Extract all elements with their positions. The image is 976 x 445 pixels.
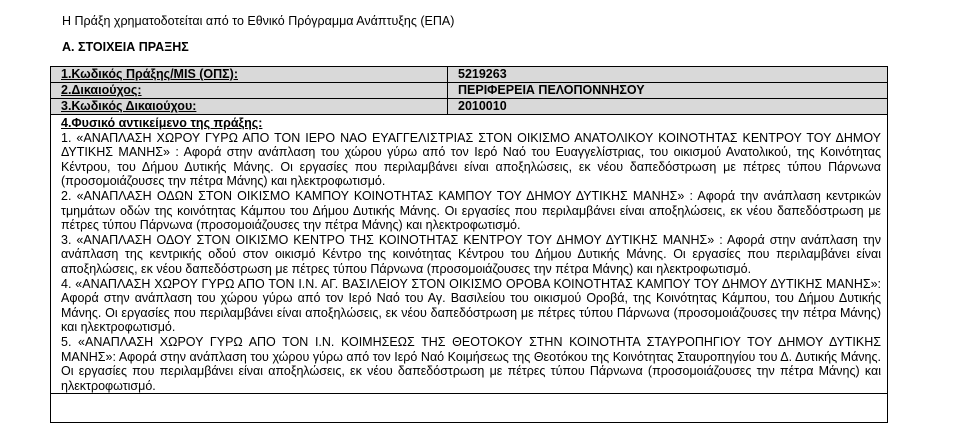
empty-row <box>51 394 888 423</box>
field-label: 3.Κωδικός Δικαιούχου: <box>51 99 448 115</box>
description-item: 3. «ΑΝΑΠΛΑΣΗ ΟΔΟΥ ΣΤΟΝ ΟΙΚΙΣΜΟ ΚΕΝΤΡΟ ΤΗΣ ΚΟΙΝΟΤΗΤΑΣ ΚΕΝΤΡΟΥ ΤΟΥ ΔΗΜΟΥ ΔΥΤΙΚΗΣ ΜΑΝΗΣ» : Αφορά στην ανάπλαση την ανάπλαση της κεντρικής οδού στον οικισμό Κέντρο της κοινότητας Κέντρου του Δήμου Δυτικής Μάνης. Οι εργασίες που περιλαμβάνει είναι αποξηλώσεις, εκ νέου δαπεδόστρωση με πέτρες τύπου Πάρνωνα (προσομοιάζουσες την πέτρα Μάνης) και ηλεκτροφωτισμό. <box>61 232 881 276</box>
description-item: 2. «ΑΝΑΠΛΑΣΗ ΟΔΩΝ ΣΤΟΝ ΟΙΚΙΣΜΟ ΚΑΜΠΟΥ ΚΟΙΝΟΤΗΤΑΣ ΚΑΜΠΟΥ ΤΟΥ ΔΗΜΟΥ ΔΥΤΙΚΗΣ ΜΑΝΗΣ» : Αφορά την ανάπλαση κεντρικών τμημάτων οδών της κοινότητας Κάμπου του Δήμου Δυτικής Μάνης. Οι εργασίες που περιλαμβάνει είναι αποξηλώσεις, εκ νέου δαπεδόστρωση με πέτρες τύπου Πάρνωνα (προσομοιάζουσες την πέτρα Μάνης) και ηλεκτροφωτισμό. <box>61 188 881 233</box>
field-label: 1.Κωδικός Πράξης/MIS (ΟΠΣ): <box>51 67 448 83</box>
funding-statement: Η Πράξη χρηματοδοτείται από το Εθνικό Πρόγραμμα Ανάπτυξης (ΕΠΑ) <box>62 14 455 28</box>
project-info-table <box>50 66 888 423</box>
field-row-code <box>51 67 888 83</box>
field-label: 2.Δικαιούχος: <box>51 83 448 99</box>
description-title: 4.Φυσικό αντικείμενο της πράξης: <box>61 116 263 130</box>
description-cell <box>51 115 888 394</box>
field-row-beneficiary <box>51 83 888 99</box>
description-item: 5. «ΑΝΑΠΛΑΣΗ ΧΩΡΟΥ ΓΥΡΩ ΑΠΟ ΤΟΝ Ι.Ν. ΚΟΙΜΗΣΕΩΣ ΤΗΣ ΘΕΟΤΟΚΟΥ ΣΤΗΝ ΚΟΙΝΟΤΗΤΑ ΣΤΑΥΡΟΠΗΓΙΟΥ ΤΟΥ ΔΗΜΟΥ ΔΥΤΙΚΗΣ ΜΑΝΗΣ»: Αφορά στην ανάπλαση του χώρου γύρω από τον Ιερό Ναό Κοιμήσεως της Θεοτόκου της Κοινότητας Σταυροπηγίου του Δ. Δυτικής Μάνης. Οι εργασίες που περιλαμβάνει είναι αποξηλώσεις, εκ νέου δαπεδόστρωση με πέτρες τύπου Πάρνωνα (προσομοιάζουσες την πέτρα Μάνης) και ηλεκτροφωτισμό. <box>61 334 881 393</box>
section-title: Α. ΣΤΟΙΧΕΙΑ ΠΡΑΞΗΣ <box>62 40 189 54</box>
field-value: ΠΕΡΙΦΕΡΕΙΑ ΠΕΛΟΠΟΝΝΗΣΟΥ <box>448 83 888 99</box>
description-row <box>51 115 888 394</box>
description-item: 4. «ΑΝΑΠΛΑΣΗ ΧΩΡΟΥ ΓΥΡΩ ΑΠΟ ΤΟΝ Ι.Ν. ΑΓ. ΒΑΣΙΛΕΙΟΥ ΣΤΟΝ ΟΙΚΙΣΜΟ ΟΡΟΒΑ ΚΟΙΝΟΤΗΤΑΣ ΚΑΜΠΟΥ ΤΟΥ ΔΗΜΟΥ ΔΥΤΙΚΗΣ ΜΑΝΗΣ»: Αφορά στην ανάπλαση του χώρου γύρω από τον Ιερό Ναό του Αγ. Βασιλείου του οικισμού Οροβά, της Κοινότητας Κάμπου, του Δήμου Δυτικής Μάνης. Οι εργασίες που περιλαμβάνει είναι αποξηλώσεις, εκ νέου δαπεδόστρωση με πέτρες τύπου Πάρνωνα (προσομοιάζουσες την πέτρα Μάνης) και ηλεκτροφωτισμό. <box>61 276 881 335</box>
field-value: 2010010 <box>448 99 888 115</box>
description-item: 1. «ΑΝΑΠΛΑΣΗ ΧΩΡΟΥ ΓΥΡΩ ΑΠΟ ΤΟΝ ΙΕΡΟ ΝΑΟ ΕΥΑΓΓΕΛΙΣΤΡΙΑΣ ΣΤΟΝ ΟΙΚΙΣΜΟ ΑΝΑΤΟΛΙΚΟΥ ΚΟΙΝΟΤΗΤΑΣ ΚΕΝΤΡΟΥ ΤΟΥ ΔΗΜΟΥ ΔΥΤΙΚΗΣ ΜΑΝΗΣ» : Αφορά στην ανάπλαση του χώρου γύρω από τον Ιερό Ναό του Ευαγγελίστριας, του οικισμού Ανατολικού, της Κοινότητας Κέντρου, του Δήμου Δυτικής Μάνης. Οι εργασίες που περιλαμβάνει είναι αποξηλώσεις, εκ νέου δαπεδόστρωση με πέτρες τύπου Πάρνωνα (προσομοιάζουσες την πέτρα Μάνης) και ηλεκτροφωτισμό. <box>61 130 881 189</box>
field-value: 5219263 <box>448 67 888 83</box>
field-row-beneficiary-code <box>51 99 888 115</box>
empty-cell <box>51 394 888 423</box>
